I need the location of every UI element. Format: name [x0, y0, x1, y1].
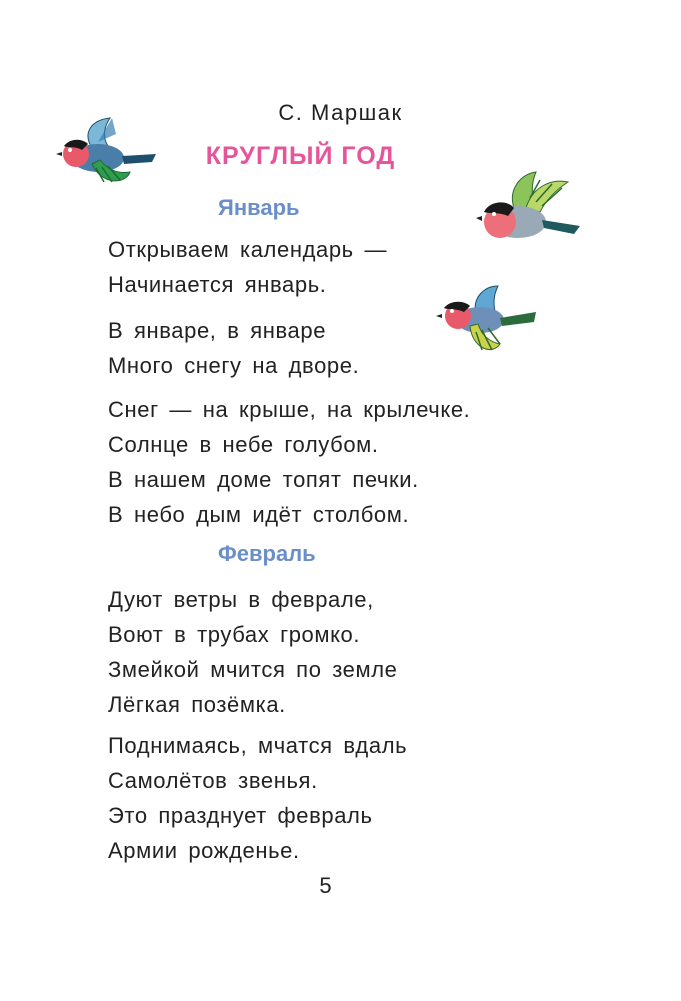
poem-line: Начинается январь.: [108, 272, 327, 297]
poem-line: Воют в трубах громко.: [108, 622, 361, 647]
poem-line: Змейкой мчится по земле: [108, 657, 398, 682]
bullfinch-illustration-right-top: [474, 168, 584, 250]
bullfinch-illustration-right-bottom: [436, 280, 540, 360]
section-heading-february: Февраль: [218, 541, 316, 566]
page-number: 5: [319, 873, 332, 898]
poem-line: Дуют ветры в феврале,: [108, 587, 374, 612]
poem-line: В январе, в январе: [108, 318, 327, 343]
author-name: С. Маршак: [278, 100, 403, 125]
stanza: [108, 313, 359, 383]
poem-line: Самолётов звенья.: [108, 768, 318, 793]
section-heading-january: Январь: [218, 195, 300, 220]
poem-line: Лёгкая позёмка.: [108, 692, 286, 717]
poem-title: КРУГЛЫЙ ГОД: [205, 142, 396, 170]
poem-line: Армии рожденье.: [108, 838, 300, 863]
poem-line: Много снегу на дворе.: [108, 353, 360, 378]
stanza: [108, 728, 407, 868]
poem-line: Снег — на крыше, на крылечке.: [108, 397, 471, 422]
poem-line: В нашем доме топят печки.: [108, 467, 419, 492]
stanza: [108, 582, 398, 722]
poem-line: В небо дым идёт столбом.: [108, 502, 410, 527]
poem-line: Открываем календарь —: [108, 237, 388, 262]
stanza: [108, 232, 387, 302]
stanza: [108, 392, 470, 532]
poem-line: Это празднует февраль: [108, 803, 373, 828]
poem-line: Поднимаясь, мчатся вдаль: [108, 733, 408, 758]
poem-line: Солнце в небе голубом.: [108, 432, 379, 457]
